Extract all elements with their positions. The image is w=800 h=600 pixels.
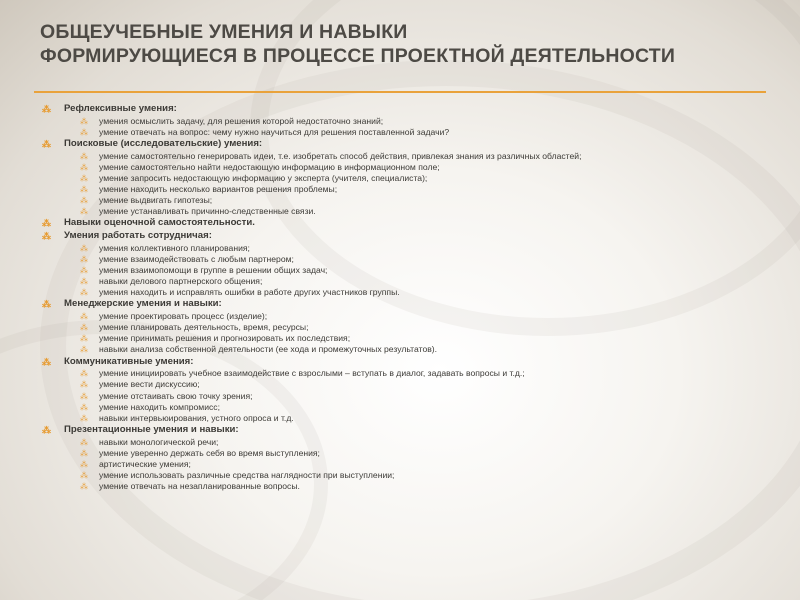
- bullet-icon: ⁂: [80, 369, 88, 379]
- section-heading-text: Поисковые (исследовательские) умения:: [64, 137, 263, 149]
- section-heading: [38, 356, 758, 369]
- section-item-list: [38, 243, 758, 298]
- slide-title: [40, 20, 780, 69]
- section-heading-text: Менеджерские умения и навыки:: [64, 298, 222, 310]
- section-item-list: [38, 116, 758, 138]
- section: [38, 138, 758, 217]
- bullet-icon: ⁂: [80, 437, 88, 447]
- list-item: [38, 243, 758, 254]
- section-heading-text: Навыки оценочной самостоятельности.: [64, 217, 255, 229]
- section-item-list: [38, 437, 758, 492]
- bullet-icon: ⁂: [80, 380, 88, 390]
- list-item-text: умение вести дискуссию;: [99, 379, 200, 390]
- list-item-text: навыки анализа собственной деятельности (ее хода и промежуточных результатов).: [99, 344, 438, 355]
- slide-content: [38, 103, 758, 492]
- section: [38, 103, 758, 138]
- list-item: [38, 379, 758, 390]
- bullet-icon: ⁂: [80, 151, 88, 161]
- list-item-text: умение самостоятельно генерировать идеи, т.е. изобретать способ действия, привлекая знания из различных областей;: [99, 150, 582, 161]
- bullet-icon: ⁂: [42, 218, 51, 229]
- list-item: [38, 481, 758, 492]
- list-item: [38, 254, 758, 265]
- section-heading-text: Коммуникативные умения:: [64, 355, 194, 367]
- bullet-icon: ⁂: [80, 323, 88, 333]
- bullet-icon: ⁂: [80, 207, 88, 217]
- section-heading: [38, 298, 758, 311]
- section-heading-text: Презентационные умения и навыки:: [64, 423, 239, 435]
- bullet-icon: ⁂: [42, 356, 51, 367]
- list-item-text: умение уверенно держать себя во время выступления;: [99, 447, 320, 458]
- list-item-text: умение проектировать процесс (изделие);: [99, 311, 268, 322]
- list-item-text: умение выдвигать гипотезы;: [99, 195, 213, 206]
- bullet-icon: ⁂: [80, 243, 88, 253]
- bullet-icon: ⁂: [80, 391, 88, 401]
- bullet-icon: ⁂: [80, 266, 88, 276]
- bullet-icon: ⁂: [80, 413, 88, 423]
- section-heading: [38, 138, 758, 151]
- section-heading-text: Рефлексивные умения:: [64, 103, 177, 114]
- section: [38, 298, 758, 355]
- section-item-list: [38, 368, 758, 423]
- bullet-icon: ⁂: [80, 482, 88, 492]
- list-item-text: умение взаимодействовать с любым партнером;: [99, 254, 294, 265]
- section: [38, 217, 758, 230]
- section-heading: [38, 103, 758, 116]
- list-item-text: навыки делового партнерского общения;: [99, 276, 263, 287]
- section-heading: [38, 217, 758, 230]
- bullet-icon: ⁂: [80, 162, 88, 172]
- bullet-icon: ⁂: [80, 196, 88, 206]
- section: [38, 356, 758, 424]
- bullet-icon: ⁂: [80, 459, 88, 469]
- list-item-text: умение находить несколько вариантов решения проблемы;: [99, 184, 338, 195]
- list-item: [38, 173, 758, 184]
- list-item-text: умение отвечать на вопрос: чему нужно научиться для решения поставленной задачи?: [99, 126, 450, 137]
- title-divider: [34, 91, 766, 93]
- bullet-icon: ⁂: [80, 448, 88, 458]
- list-item: [38, 151, 758, 162]
- bullet-icon: ⁂: [42, 138, 51, 149]
- bullet-icon: ⁂: [80, 402, 88, 412]
- bullet-icon: ⁂: [80, 345, 88, 355]
- list-item-text: умение принимать решения и прогнозировать их последствия;: [99, 333, 351, 344]
- bullet-icon: ⁂: [80, 470, 88, 480]
- bullet-icon: ⁂: [80, 127, 88, 137]
- list-item: [38, 322, 758, 333]
- list-item-text: умения коллективного планирования;: [99, 242, 250, 253]
- section: [38, 230, 758, 298]
- list-item: [38, 206, 758, 217]
- bullet-icon: ⁂: [42, 424, 51, 435]
- bullet-icon: ⁂: [80, 312, 88, 322]
- section-item-list: [38, 151, 758, 218]
- list-item-text: умение самостоятельно найти недостающую информацию в информационном поле;: [99, 161, 440, 172]
- section-item-list: [38, 311, 758, 355]
- list-item-text: умение использовать различные средства наглядности при выступлении;: [99, 469, 395, 480]
- list-item-text: умения находить и исправлять ошибки в работе других участников группы.: [99, 287, 400, 298]
- bullet-icon: ⁂: [42, 104, 51, 114]
- list-item: [38, 368, 758, 379]
- list-item-text: умение отстаивать свою точку зрения;: [99, 390, 253, 401]
- list-item: [38, 195, 758, 206]
- list-item: [38, 265, 758, 276]
- section-heading: [38, 230, 758, 243]
- bullet-icon: ⁂: [80, 288, 88, 298]
- list-item-text: артистические умения;: [99, 458, 191, 469]
- bullet-icon: ⁂: [42, 299, 51, 310]
- list-item-text: навыки интервьюирования, устного опроса и т.д.: [99, 412, 294, 423]
- list-item: [38, 413, 758, 424]
- list-item-text: умение запросить недостающую информацию у эксперта (учителя, специалиста);: [99, 172, 428, 183]
- list-item: [38, 116, 758, 127]
- list-item-text: умение отвечать на незапланированные вопросы.: [99, 481, 300, 492]
- list-item: [38, 127, 758, 138]
- list-item-text: навыки монологической речи;: [99, 436, 219, 447]
- list-item-text: умения осмыслить задачу, для решения которой недостаточно знаний;: [99, 115, 384, 126]
- list-item: [38, 287, 758, 298]
- bullet-icon: ⁂: [80, 116, 88, 126]
- section-heading-text: Умения работать сотрудничая:: [64, 230, 212, 242]
- list-item: [38, 276, 758, 287]
- list-item: [38, 391, 758, 402]
- bullet-icon: ⁂: [80, 277, 88, 287]
- slide-title-line-1: ОБЩЕУЧЕБНЫЕ УМЕНИЯ И НАВЫКИ: [40, 21, 408, 43]
- list-item: [38, 437, 758, 448]
- list-item: [38, 448, 758, 459]
- bullet-icon: ⁂: [80, 173, 88, 183]
- list-item: [38, 162, 758, 173]
- list-item-text: умения взаимопомощи в группе в решении общих задач;: [99, 265, 328, 276]
- list-item: [38, 344, 758, 355]
- list-item: [38, 184, 758, 195]
- section: [38, 424, 758, 492]
- list-item-text: умение инициировать учебное взаимодействие с взрослыми – вступать в диалог, задавать вопросы и т.д.;: [99, 368, 525, 379]
- section-heading: [38, 424, 758, 437]
- list-item-text: умение планировать деятельность, время, ресурсы;: [99, 322, 309, 333]
- list-item: [38, 402, 758, 413]
- bullet-icon: ⁂: [80, 185, 88, 195]
- bullet-icon: ⁂: [80, 255, 88, 265]
- bullet-icon: ⁂: [80, 334, 88, 344]
- list-item: [38, 333, 758, 344]
- list-item: [38, 470, 758, 481]
- slide-title-line-2: ФОРМИРУЮЩИЕСЯ В ПРОЦЕССЕ ПРОЕКТНОЙ ДЕЯТЕЛЬНОСТИ: [40, 45, 676, 68]
- list-item: [38, 459, 758, 470]
- list-item-text: умение находить компромисс;: [99, 401, 220, 412]
- list-item: [38, 311, 758, 322]
- bullet-icon: ⁂: [42, 231, 51, 242]
- list-item-text: умение устанавливать причинно-следственные связи.: [99, 206, 316, 217]
